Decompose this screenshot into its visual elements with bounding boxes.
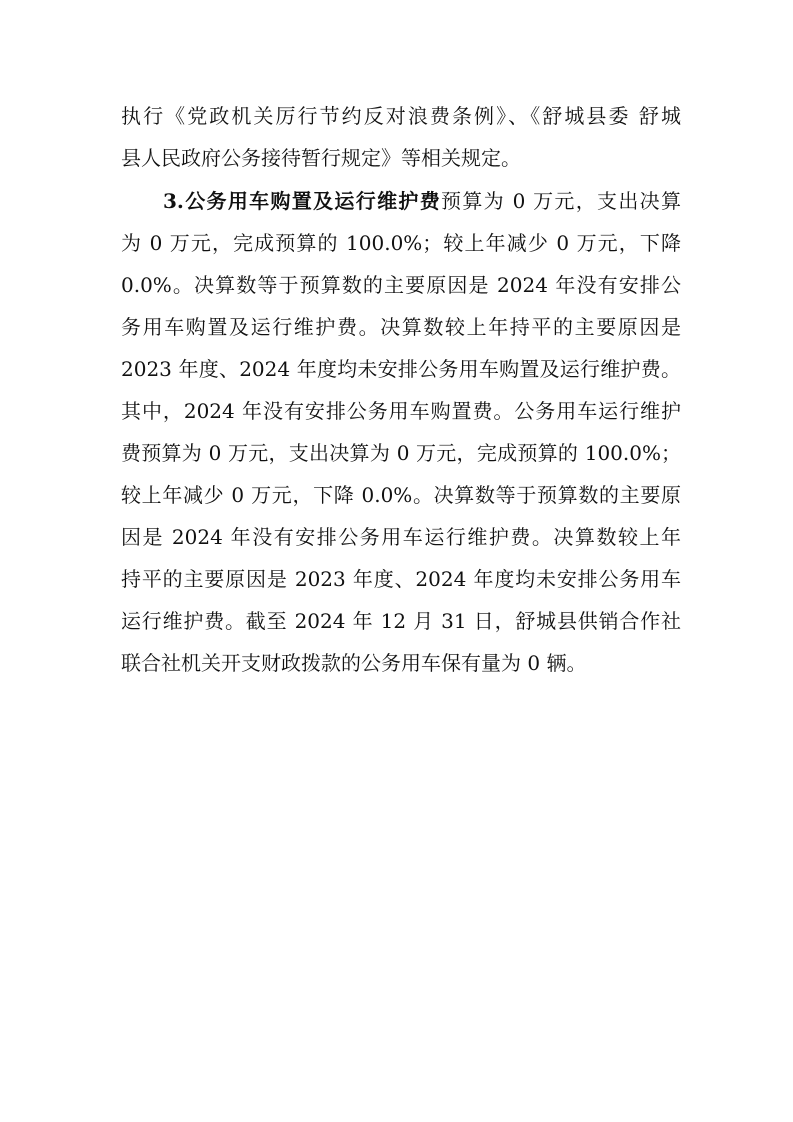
paragraph-line-8: 其中，2024 年没有安排公务用车购置费。公务用车运行维护 [121, 399, 681, 423]
paragraph-line-11: 因是 2024 年没有安排公务用车运行维护费。决算数较上年 [121, 525, 681, 549]
paragraph-line-5: 0.0%。决算数等于预算数的主要原因是 2024 年没有安排公 [121, 273, 681, 297]
paragraph-line-2: 县人民政府公务接待暂行规定》等相关规定。 [121, 146, 521, 170]
paragraph-line-10: 较上年减少 0 万元，下降 0.0%。决算数等于预算数的主要原 [121, 483, 681, 507]
paragraph-line-9: 费预算为 0 万元，支出决算为 0 万元，完成预算的 100.0%； [121, 441, 681, 465]
paragraph-line-13: 运行维护费。截至 2024 年 12 月 31 日，舒城县供销合作社 [121, 609, 681, 633]
paragraph-line-14: 联合社机关开支财政拨款的公务用车保有量为 0 辆。 [121, 651, 587, 675]
paragraph-line-1: 执行《党政机关厉行节约反对浪费条例》、《舒城县委 舒城 [121, 104, 681, 128]
paragraph-line-4: 为 0 万元，完成预算的 100.0%；较上年减少 0 万元，下降 [121, 231, 681, 255]
paragraph-line-6: 务用车购置及运行维护费。决算数较上年持平的主要原因是 [121, 315, 681, 339]
section-heading: 3.公务用车购置及运行维护费 [163, 189, 442, 213]
section-heading-line [163, 189, 681, 213]
paragraph-line-12: 持平的主要原因是 2023 年度、2024 年度均未安排公务用车 [121, 567, 681, 591]
paragraph-line-3: 预算为 0 万元，支出决算 [441, 189, 681, 213]
paragraph-line-7: 2023 年度、2024 年度均未安排公务用车购置及运行维护费。 [121, 357, 681, 381]
